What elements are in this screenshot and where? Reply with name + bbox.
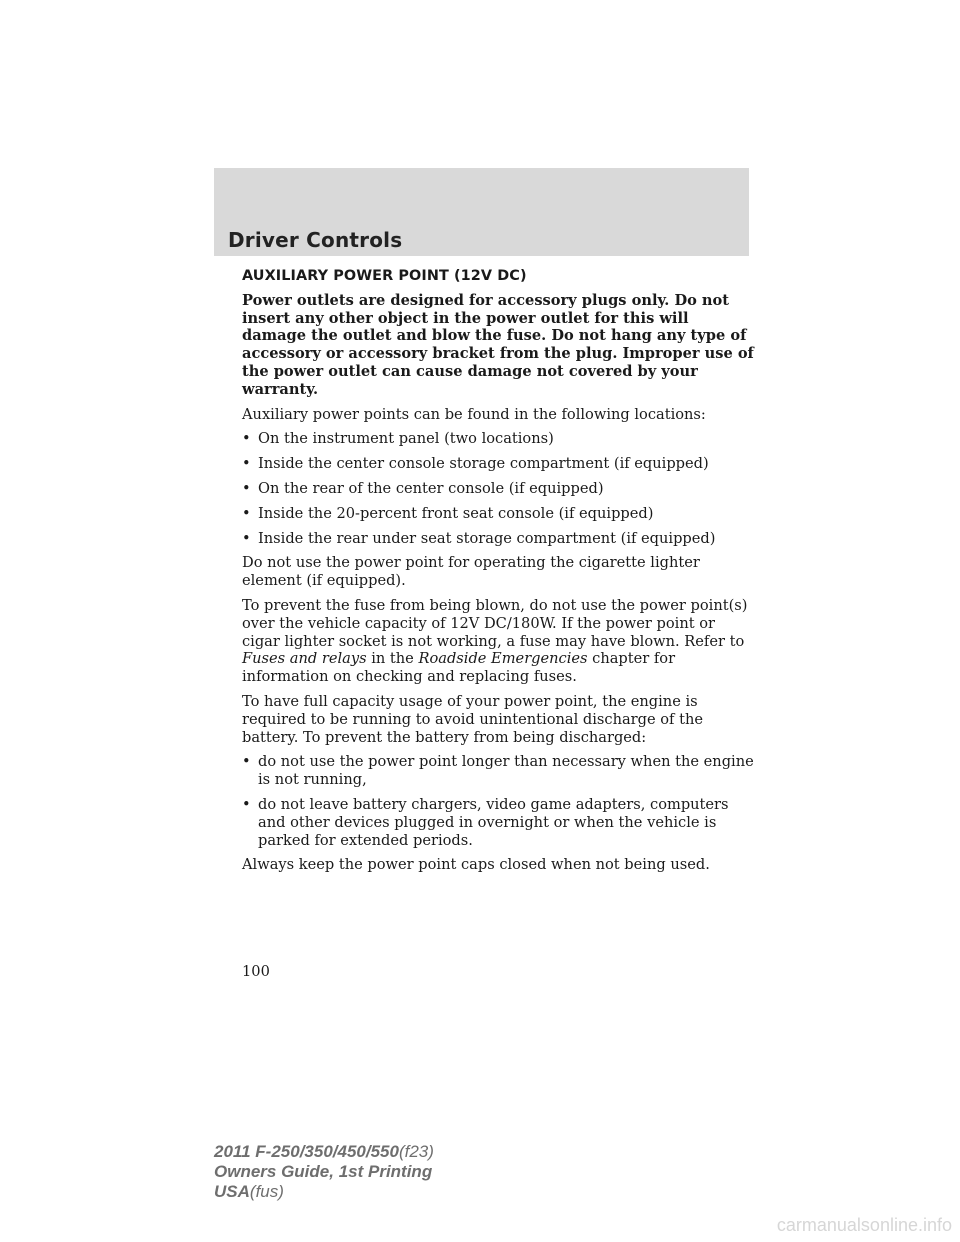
list-item: • On the instrument panel (two locations): [242, 430, 554, 448]
section-heading: AUXILIARY POWER POINT (12V DC): [242, 268, 527, 284]
page-number: 100: [242, 963, 270, 980]
bullet-icon: •: [242, 430, 251, 448]
list-item: • Inside the center console storage compartment (if equipped): [242, 455, 709, 473]
bullet-icon: •: [242, 753, 251, 771]
bullet-icon: •: [242, 479, 251, 497]
page-content: [242, 268, 754, 881]
tips-list: [242, 753, 754, 849]
bullet-icon: •: [242, 504, 251, 522]
document-footer: [214, 1142, 434, 1202]
list-item: • Inside the 20-percent front seat console (if equipped): [242, 504, 654, 522]
bullet-icon: •: [242, 455, 251, 473]
list-item: • do not leave battery chargers, video game adapters, computers and other devices plugged in overnight or when the vehicle is parked for extended periods.: [242, 795, 729, 849]
chapter-title: Driver Controls: [228, 228, 403, 252]
list-item: • On the rear of the center console (if equipped): [242, 479, 604, 497]
list-item: • Inside the rear under seat storage compartment (if equipped): [242, 529, 716, 547]
warning-paragraph: Power outlets are designed for accessory plugs only. Do not insert any other object in the power outlet for this will damage the outlet and blow the fuse. Do not hang any type of accessory or accessory bracket from the plug. Improper use of the power outlet can cause damage not covered by your warranty.: [242, 291, 754, 398]
bullet-icon: •: [242, 795, 251, 813]
locations-list: [242, 430, 754, 547]
intro-paragraph: Auxiliary power points can be found in the following locations:: [242, 405, 706, 423]
roadside-emergencies-reference: Roadside Emergencies: [418, 650, 588, 668]
footer-line-1: 2011 F-250/350/450/550(f23): [214, 1142, 434, 1161]
fuse-note-paragraph: To prevent the fuse from being blown, do not use the power point(s) over the vehicle capacity of 12V DC/180W. If the power point or cigar lighter socket is not working, a fuse may have blown. Refer to Fuses and relays in the Roadside Emergencies chapter for information on checking and replacing fuses.: [242, 596, 748, 686]
lighter-note-paragraph: Do not use the power point for operating the cigarette lighter element (if equipped).: [242, 554, 700, 590]
footer-line-3: USA(fus): [214, 1182, 284, 1201]
watermark: carmanualsonline.info: [776, 1215, 952, 1235]
bullet-icon: •: [242, 529, 251, 547]
chapter-header-band: [214, 168, 749, 256]
fuses-relays-reference: Fuses and relays: [242, 650, 367, 668]
list-item: • do not use the power point longer than necessary when the engine is not running,: [242, 753, 754, 789]
capacity-note-paragraph: To have full capacity usage of your power point, the engine is required to be running to avoid unintentional discharge of the battery. To prevent the battery from being discharged:: [242, 692, 703, 746]
footer-line-2: Owners Guide, 1st Printing: [214, 1162, 433, 1181]
closing-paragraph: Always keep the power point caps closed when not being used.: [242, 856, 710, 874]
